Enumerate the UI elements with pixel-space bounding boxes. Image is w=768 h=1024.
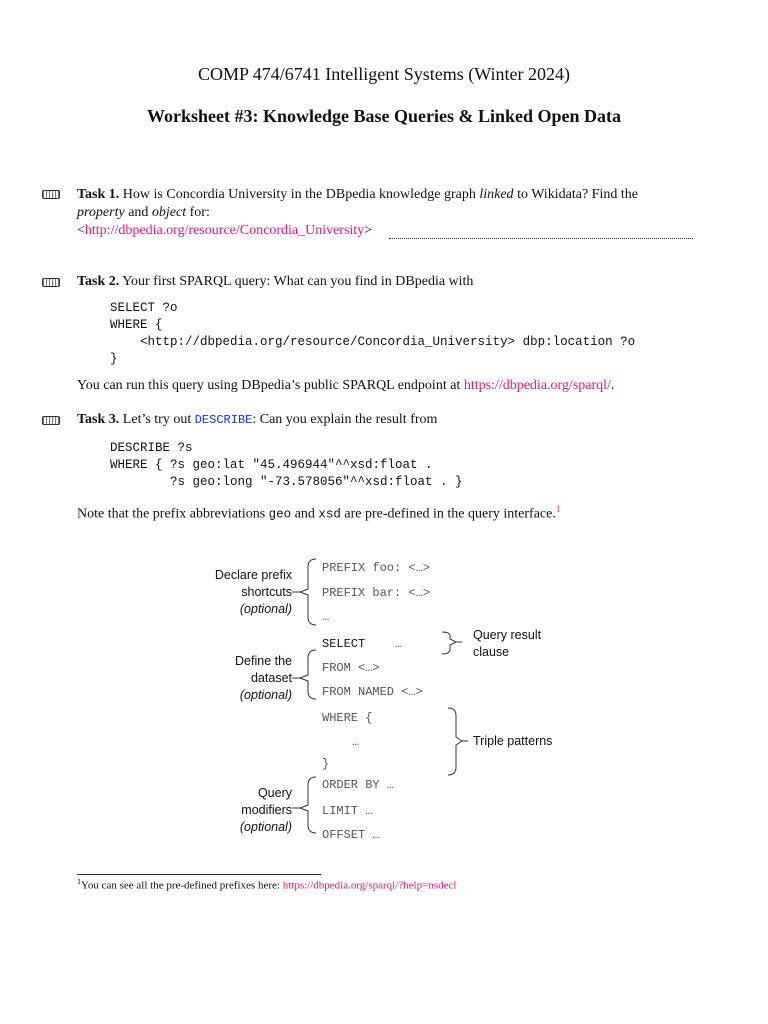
code-where-close: }: [322, 757, 330, 771]
worksheet-title: Worksheet #3: Knowledge Base Queries & Linked Open Data: [146, 106, 621, 126]
label-modifiers: [180, 785, 292, 836]
label-line: Query result: [473, 628, 542, 642]
code-offset: OFFSET …: [322, 828, 380, 842]
label-line: Define the: [235, 654, 292, 668]
task1-uri-close: >: [364, 223, 373, 238]
code-line: <http://dbpedia.org/resource/Concordia_University> dbp:location ?o: [110, 335, 636, 349]
label-prefix: [180, 567, 292, 618]
modifiers-bracket: [300, 777, 316, 833]
answer-blank[interactable]: [389, 238, 693, 239]
prefixes-link[interactable]: https://dbpedia.org/sparql/?help=nsdecl: [282, 879, 457, 892]
code-prefix3: …: [322, 610, 330, 624]
task1-text-a: How is Concordia University in the DBpedia knowledge graph: [122, 187, 476, 202]
task3-text-b: : Can you explain the result from: [252, 412, 438, 427]
label-line: (optional): [239, 688, 292, 702]
task1-uri-open: <: [77, 223, 85, 238]
code-line: }: [110, 352, 118, 366]
label-line: shortcuts: [241, 585, 292, 599]
code-from: FROM <…>: [322, 661, 380, 675]
dataset-bracket: [300, 650, 316, 699]
footnote-marker[interactable]: 1: [555, 504, 561, 514]
label-line: modifiers: [241, 803, 292, 817]
code-line: ?s geo:long "-73.578056"^^xsd:float . }: [110, 475, 463, 489]
keyboard-icon: [42, 190, 60, 199]
task1-and: and: [128, 205, 149, 220]
geo-prefix: geo: [268, 507, 292, 522]
sparql-endpoint-link[interactable]: https://dbpedia.org/sparql/: [463, 378, 611, 393]
task1-property: property: [77, 205, 125, 220]
task1-object: object: [151, 205, 187, 220]
label-line: (optional): [239, 602, 292, 616]
code-where: WHERE {: [322, 711, 373, 725]
code-line: WHERE { ?s geo:lat "45.496944"^^xsd:float .: [110, 458, 433, 472]
code-select-dots: …: [395, 637, 403, 651]
code-line: SELECT ?o: [110, 301, 178, 315]
label-line: Declare prefix: [214, 568, 292, 582]
task1-for: for:: [189, 205, 210, 220]
code-limit: LIMIT …: [322, 804, 373, 818]
concordia-uri-link[interactable]: http://dbpedia.org/resource/Concordia_University: [84, 223, 365, 238]
task3-note-and: and: [294, 506, 315, 522]
task3-note: [77, 500, 560, 524]
task2-text: Your first SPARQL query: What can you find in DBpedia with: [122, 274, 474, 289]
task2-note: [77, 377, 614, 395]
label-line: Query: [257, 786, 292, 800]
task3-note-a: Note that the prefix abbreviations: [77, 506, 266, 522]
describe-keyword: DESCRIBE: [194, 413, 253, 427]
task3: [77, 411, 437, 429]
course-title: COMP 474/6741 Intelligent Systems (Winter 2024): [197, 64, 571, 84]
task1-label: Task 1.: [77, 187, 120, 202]
code-order: ORDER BY …: [322, 778, 395, 792]
task3-note-b: are pre-defined in the query interface.: [344, 506, 556, 522]
keyboard-icon: [42, 278, 60, 287]
label-triple-patterns: Triple patterns: [473, 734, 553, 748]
code-from-named: FROM NAMED <…>: [322, 685, 423, 699]
task2-label: Task 2.: [77, 274, 120, 289]
task1-text-b: to Wikidata? Find the: [517, 187, 638, 202]
label-dataset: [180, 653, 292, 704]
task2: [77, 273, 473, 291]
prefix-bracket: [300, 559, 316, 625]
keyboard-icon: [42, 416, 60, 425]
label-line: dataset: [250, 671, 292, 685]
label-result-clause: [473, 627, 541, 661]
task1: [77, 186, 717, 240]
task3-label: Task 3.: [77, 412, 120, 427]
code-where-dots: …: [352, 735, 360, 749]
code-line: DESCRIBE ?s: [110, 441, 193, 455]
task2-code: [110, 300, 635, 368]
task3-code: [110, 440, 463, 491]
footnote-number: 1: [77, 877, 81, 886]
label-line: clause: [473, 645, 510, 659]
task3-text-a: Let’s try out: [122, 412, 192, 427]
footnote-text: You can see all the pre-defined prefixes here:: [81, 879, 280, 892]
task2-note-end: .: [610, 378, 615, 393]
label-line: (optional): [239, 820, 292, 834]
xsd-prefix: xsd: [318, 507, 341, 522]
footnote: [77, 877, 456, 892]
code-prefix2: PREFIX bar: <…>: [322, 586, 431, 600]
result-bracket: [442, 632, 456, 654]
code-select: SELECT: [322, 637, 366, 651]
code-line: WHERE {: [110, 318, 163, 332]
triples-bracket: [448, 708, 462, 775]
task1-linked: linked: [479, 187, 514, 202]
footnote-rule: [77, 874, 321, 875]
task2-note-text: You can run this query using DBpedia’s public SPARQL endpoint at: [77, 378, 461, 393]
code-prefix1: PREFIX foo: <…>: [322, 561, 431, 575]
